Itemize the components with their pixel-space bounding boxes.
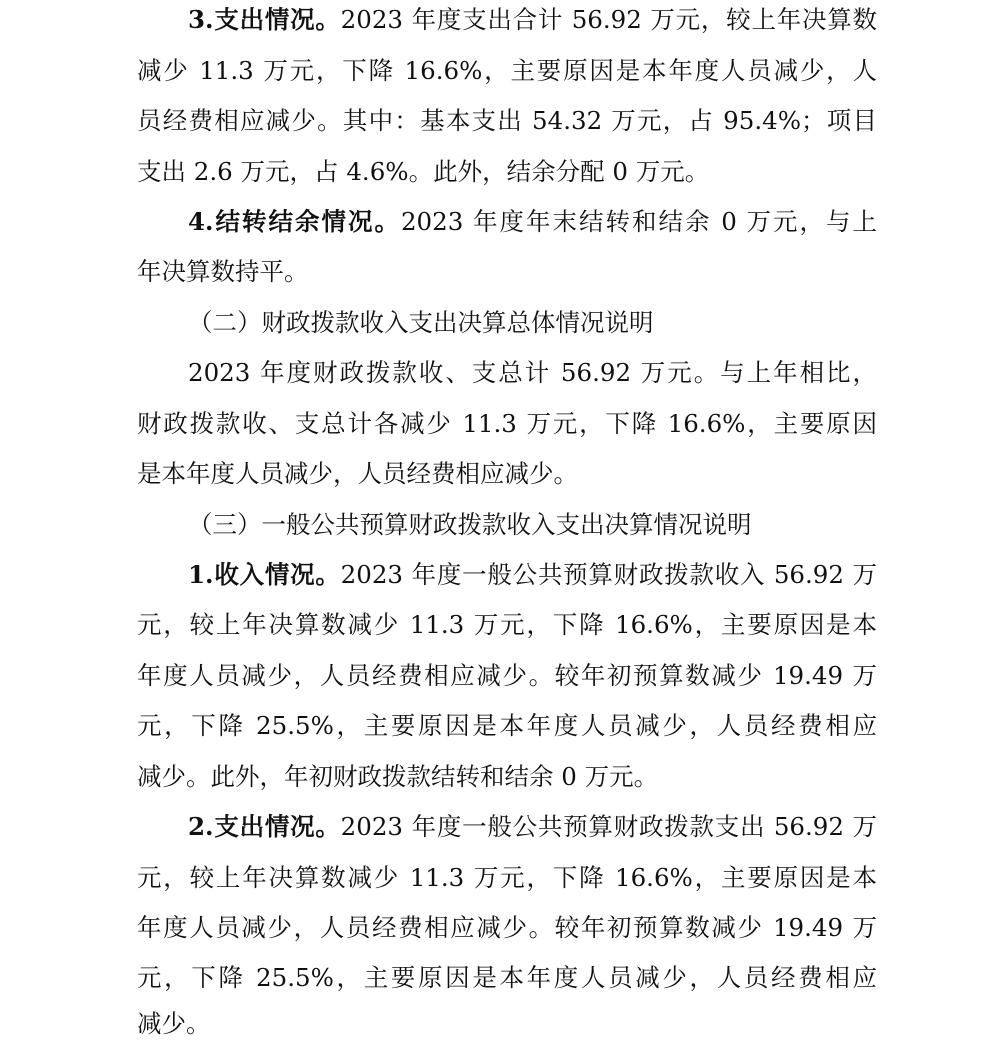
section-heading-fiscal-total: （二）财政拨款收入支出决算总体情况说明 [188, 308, 654, 337]
paragraph-gb-expense-line-4: 元，下降 25.5%，主要原因是本年度人员减少，人员经费相应 [137, 963, 877, 992]
paragraph-fiscal-total-line-2: 财政拨款收、支总计各减少 11.3 万元，下降 16.6%，主要原因 [137, 409, 877, 438]
paragraph-carryover-line-2: 年决算数持平。 [137, 257, 309, 286]
paragraph-title: 2.支出情况。 [188, 812, 341, 841]
paragraph-title: 3.支出情况。 [188, 5, 341, 34]
paragraph-gb-expense-line-1: 2.支出情况。2023 年度一般公共预算财政拨款支出 56.92 万 [188, 812, 878, 841]
paragraph-fiscal-total-line-3: 是本年度人员减少，人员经费相应减少。 [137, 459, 578, 488]
paragraph-income-line-5: 减少。此外，年初财政拨款结转和结余 0 万元。 [137, 762, 659, 791]
paragraph-expense-line-1: 3.支出情况。2023 年度支出合计 56.92 万元，较上年决算数 [188, 5, 878, 34]
paragraph-expense-line-3: 员经费相应减少。其中：基本支出 54.32 万元，占 95.4%；项目 [137, 106, 877, 135]
paragraph-income-line-1: 1.收入情况。2023 年度一般公共预算财政拨款收入 56.92 万 [188, 560, 878, 589]
paragraph-expense-line-2: 减少 11.3 万元，下降 16.6%，主要原因是本年度人员减少，人 [137, 56, 877, 85]
paragraph-gb-expense-line-2: 元，较上年决算数减少 11.3 万元，下降 16.6%，主要原因是本 [137, 863, 877, 892]
paragraph-title: 1.收入情况。 [188, 560, 341, 589]
paragraph-title: 4.结转结余情况。 [188, 207, 401, 236]
paragraph-fiscal-total-line-1: 2023 年度财政拨款收、支总计 56.92 万元。与上年相比， [188, 358, 877, 387]
section-heading-general-budget: （三）一般公共预算财政拨款收入支出决算情况说明 [188, 510, 752, 539]
paragraph-gb-expense-line-5: 减少。 [137, 1009, 211, 1038]
paragraph-income-line-3: 年度人员减少，人员经费相应减少。较年初预算数减少 19.49 万 [137, 661, 877, 690]
paragraph-income-line-4: 元，下降 25.5%，主要原因是本年度人员减少，人员经费相应 [137, 711, 877, 740]
paragraph-carryover-line-1: 4.结转结余情况。2023 年度年末结转和结余 0 万元，与上 [188, 207, 877, 236]
paragraph-gb-expense-line-3: 年度人员减少，人员经费相应减少。较年初预算数减少 19.49 万 [137, 913, 877, 942]
paragraph-expense-line-4: 支出 2.6 万元，占 4.6%。此外，结余分配 0 万元。 [137, 157, 710, 186]
paragraph-income-line-2: 元，较上年决算数减少 11.3 万元，下降 16.6%，主要原因是本 [137, 610, 877, 639]
